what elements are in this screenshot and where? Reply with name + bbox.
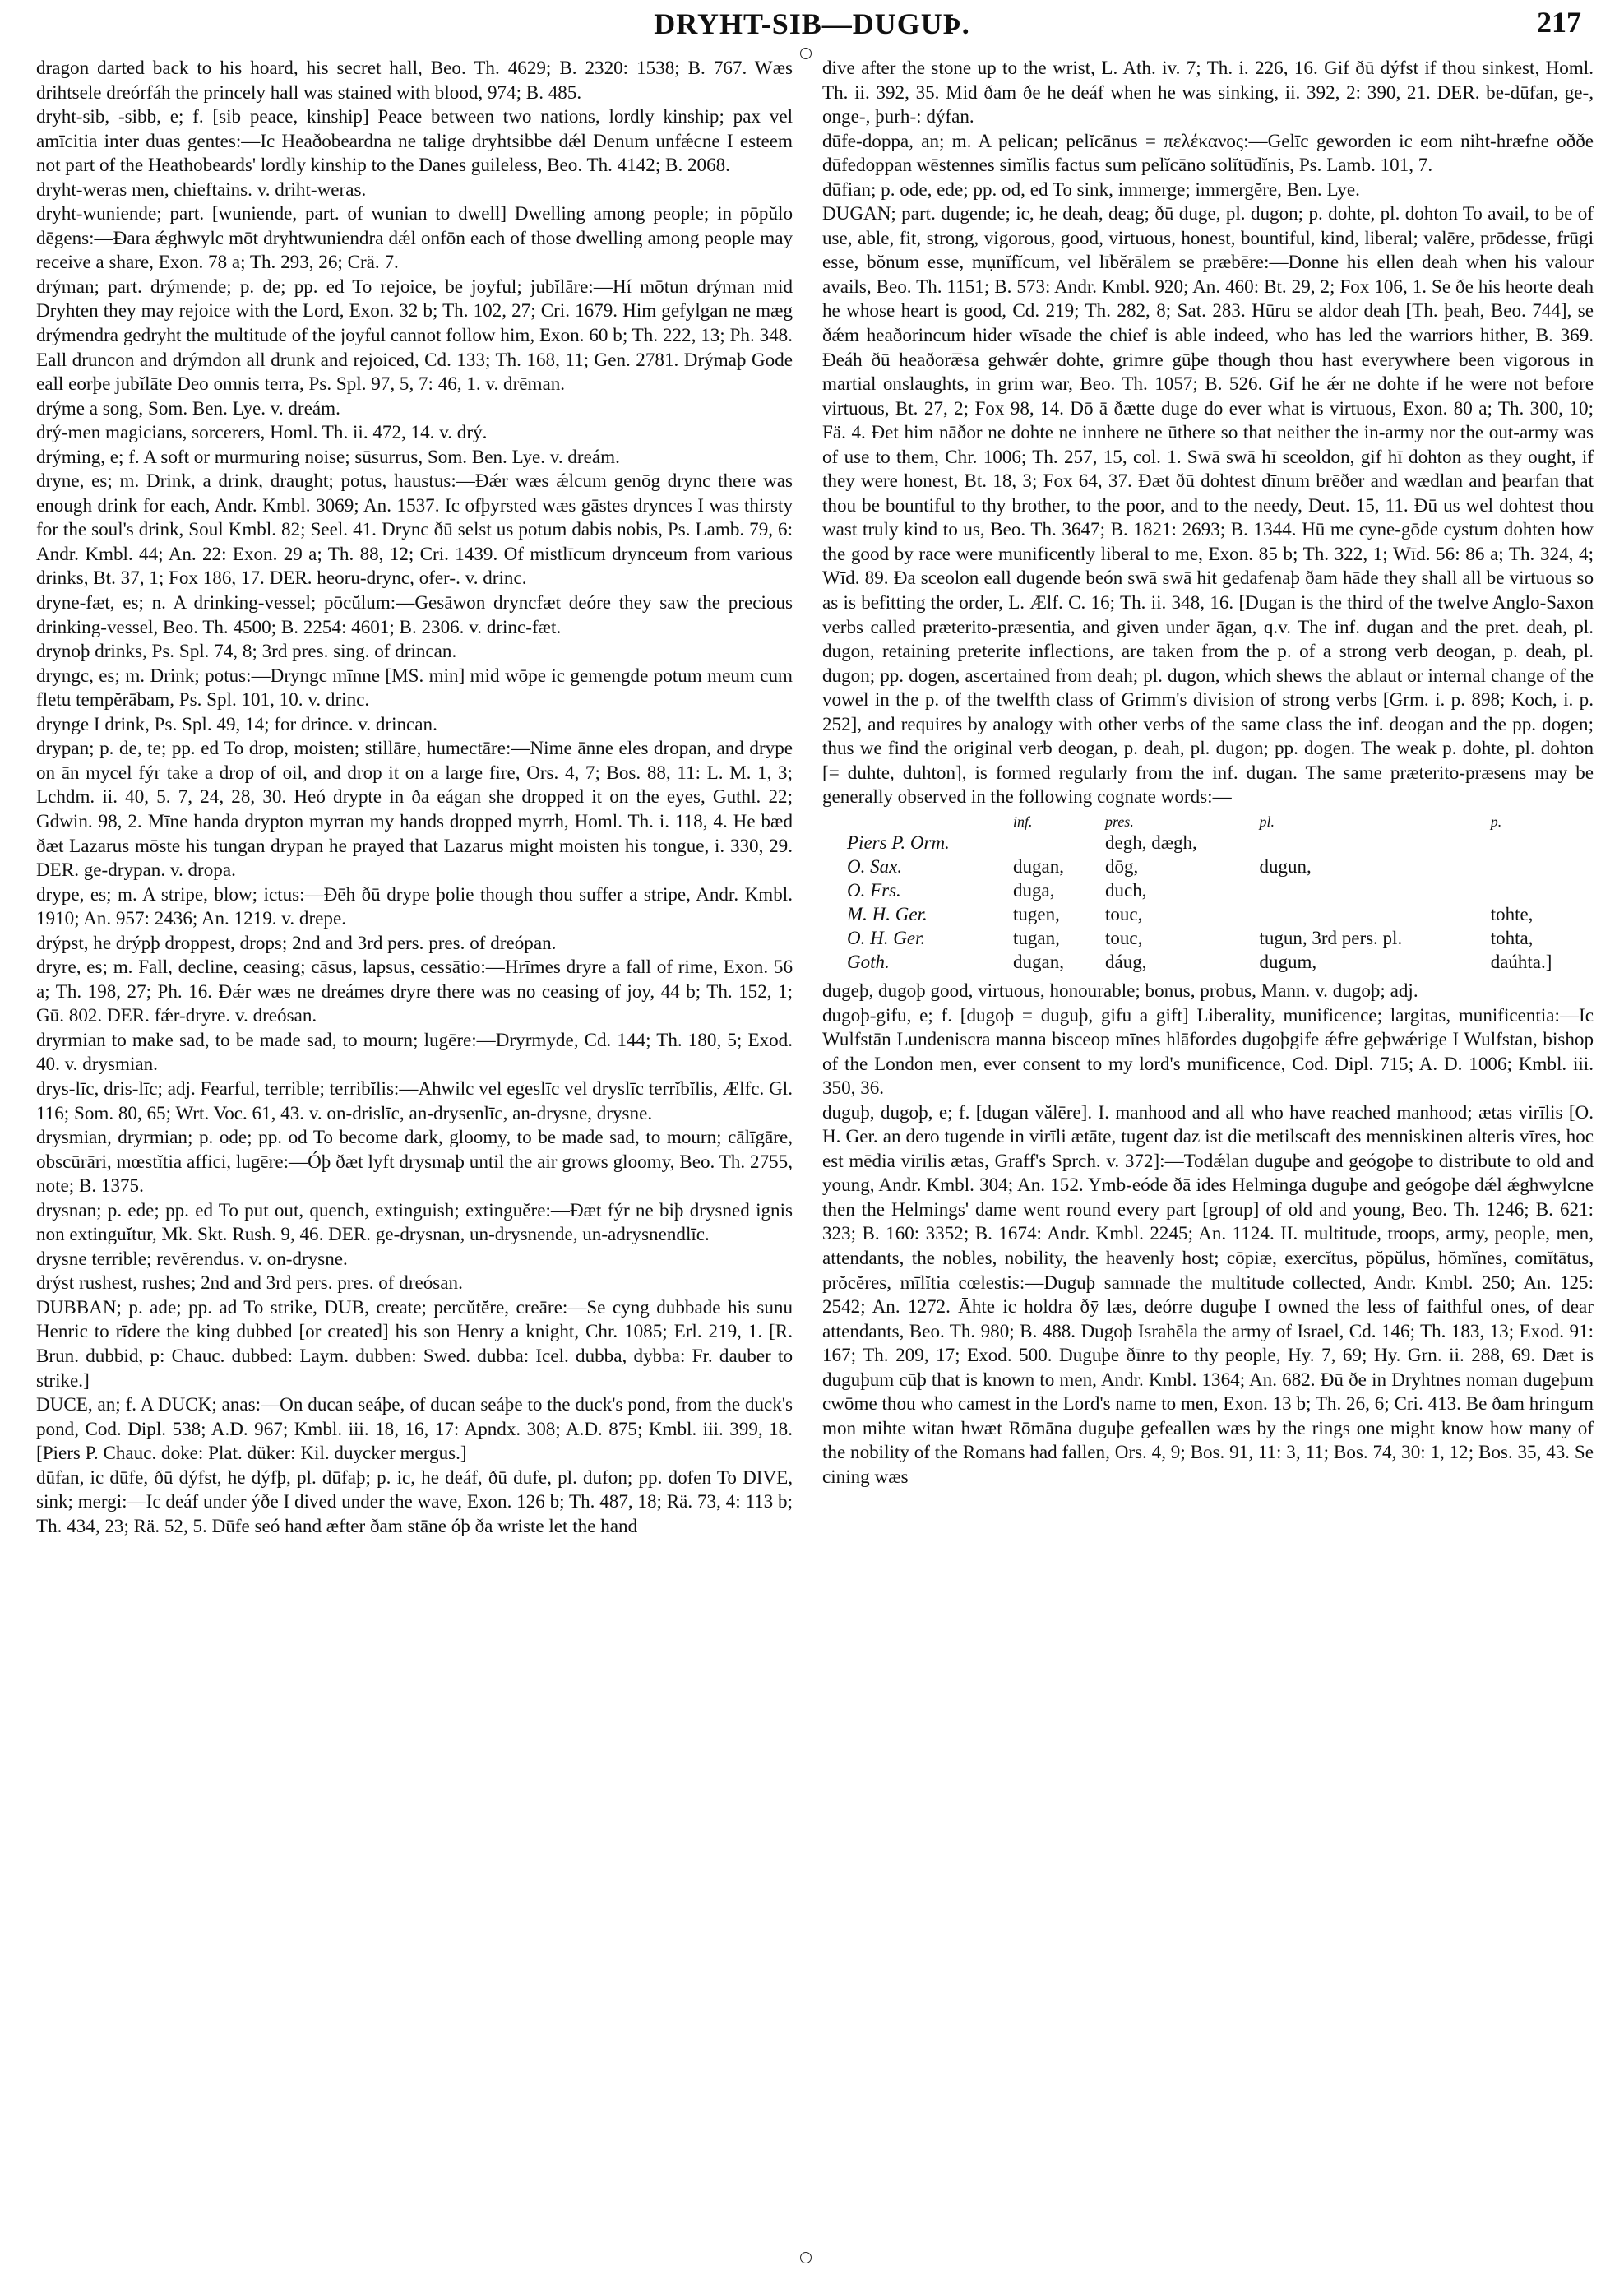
table-cell: tohta, <box>1490 927 1534 948</box>
left-column <box>36 56 793 2252</box>
dictionary-entry: drýman; part. drýmende; p. de; pp. ed To rejoice, be joyful; jubĭlāre:—Hí mōtun drýman mid Dryhten they may rejoice with the Lord, Exon. 32 b; Th. 102, 27; Cri. 1679. Him gefylgan ne mæg drýmendra gedryht the multitude of the joyful cannot follow him, Exon. 60 b; Th. 222, 13; Ph. 348. Eall druncon and drýmdon all drunk and rejoiced, Cd. 133; Th. 168, 11; Gen. 2781. Drýmaþ Gode eall eorþe jubĭlāte Deo omnis terra, Ps. Spl. 97, 5, 7: 46, 1. v. drēman. <box>36 275 793 395</box>
right-column <box>822 56 1594 2252</box>
table-cell: degh, dægh, <box>1104 832 1197 853</box>
table-cell: tugen, <box>1013 903 1060 924</box>
table-cell: O. H. Ger. <box>847 927 926 948</box>
table-cell: tugan, <box>1013 927 1060 948</box>
table-header-cell: pres. <box>1104 813 1134 830</box>
dictionary-entry: drýpst, he drýpþ droppest, drops; 2nd and 3rd pers. pres. of dreópan. <box>36 931 557 953</box>
table-cell: dáug, <box>1104 951 1147 972</box>
dictionary-entry: drý-men magicians, sorcerers, Homl. Th. ii. 472, 14. v. drý. <box>36 421 488 443</box>
table-row <box>822 926 1594 950</box>
dictionary-entry: dryne, es; m. Drink, a drink, draught; potus, haustus:—Ðǽr wæs ǽlcum genōg drync there was enough drink for each, Andr. Kmbl. 3069; An. 1537. Ic ofþyrsted wæs gāstes drynces I was thirsty for the soul's drink, Soul Kmbl. 82; Seel. 41. Drync ðū selst us potum dabis nobis, Ps. Lamb. 79, 6: Andr. Kmbl. 44; An. 22: Exon. 29 a; Th. 88, 12; Cri. 1439. Of mistlīcum drynceum from various drinks, Bt. 37, 1; Fox 186, 17. DER. heoru-drync, ofer-. v. drinc. <box>36 470 793 589</box>
dictionary-entry: drys-līc, dris-līc; adj. Fearful, terrible; terribĭlis:—Ahwilc vel egeslīc vel dryslīc terrĭbĭlis, Ælfc. Gl. 116; Som. 80, 65; Wrt. Voc. 61, 43. v. on-drislīc, an-drysenlīc, an-drysne, drysne. <box>36 1077 793 1123</box>
dictionary-entry: dryne-fæt, es; n. A drinking-vessel; pōcŭlum:—Gesāwon dryncfæt deóre they saw the precious drinking-vessel, Beo. Th. 4500; B. 2254: 4601; B. 2306. v. drinc-fæt. <box>36 591 793 637</box>
dictionary-entry: drýming, e; f. A soft or murmuring noise; sūsurrus, Som. Ben. Lye. v. dreám. <box>36 445 620 467</box>
table-row <box>822 950 1594 974</box>
dictionary-entry: dūfian; p. ode, ede; pp. od, ed To sink, immerge; immergĕre, Ben. Lye. <box>822 178 1360 200</box>
table-cell: touc, <box>1104 927 1143 948</box>
dictionary-entry: drypan; p. de, te; pp. ed To drop, moisten; stillāre, humectāre:—Nime ānne eles dropan, and drype on ān mycel fýr take a drop of oil, and drop it on a large fire, Ors. 4, 7; Bos. 88, 11: L. M. 1, 3; Lchdm. ii. 40, 5. 7, 24, 28, 30. Heó drypte in ða eágan she dropped it on the eyes, Guthl. 22; Gdwin. 98, 2. Mīne handa drypton myrran my hands dropped myrrh, Homl. Th. i. 118, 4. He bæd ðæt Lazarus mōste his tungan drypan he prayed that Lazarus might moisten his tongue, i. 330, 29. DER. ge-drypan. v. dropa. <box>36 737 793 881</box>
dictionary-entry: DUBBAN; p. ade; pp. ad To strike, DUB, create; percŭtĕre, creāre:—Se cyng dubbade his sunu Henric to rīdere the king dubbed [or created] his son Henry a knight, Chr. 1085; Erl. 219, 1. [R. Brun. dubbid, p: Chauc. dubbed: Laym. dubben: Swed. dubba: Icel. dubba, dybba: Fr. dauber to strike.] <box>36 1295 793 1391</box>
divider-ornament-top <box>800 48 812 59</box>
table-cell: dugan, <box>1013 951 1064 972</box>
dictionary-entry: drýst rushest, rushes; 2nd and 3rd pers. pres. of dreósan. <box>36 1272 463 1294</box>
dictionary-entry: duguþ, dugoþ, e; f. [dugan vălēre]. I. manhood and all who have reached manhood; ætas virīlis [O. H. Ger. an dero tugende in virīli ætāte, tugent daz ist die metilscaft des menniskinen alteris vīres, hoc est mēdia virīlis ætas, Graff's Sprch. v. 372]:—Todǽlan duguþe and geógoþe to distribute to old and young, Andr. Kmbl. 304; An. 152. Ymb-eóde ðā ides Helminga duguþe and geógoþe dǽl ǽghwylcne then the Helmings' dame went round every part [group] of old and young, Beo. Th. 1246; B. 621: 323; B. 160: 3352; B. 1674: Andr. Kmbl. 2245; An. 1124. II. multitude, troops, army, people, men, attendants, the nobles, nobility, the heavenly host; cōpiæ, exercĭtus, pŏpŭlus, hŏmĭnes, comĭtātus, prŏcĕres, mīlĭtia cœlestis:—Duguþ samnade the multitude collected, Andr. Kmbl. 250; An. 125: 2542; An. 1272. Āhte ic holdra ðȳ læs, deórre duguþe I owned the less of faithful ones, of dear attendants, Beo. Th. 980; B. 488. Dugoþ Israhēla the army of Israel, Cd. 146; Th. 183, 13; Exod. 91: 167; Th. 209, 17; Exod. 500. Duguþe ðīnre to thy people, Hy. 7, 69; Hy. Grn. ii. 288, 69. Ðæt is duguþum cūþ that is known to men, Andr. Kmbl. 1364; An. 682. Ðū ðe in Dryhtnes noman dugeþum cwōme thou who camest in the Lord's name to men, Exon. 13 b; Th. 26, 6; Cri. 413. Be ðam hringum mon mihte witan hwæt Rōmāna duguþe gefeallen wæs by the rings one might know how many of the nobility of the Romans had fallen, Ors. 4, 9; Bos. 91, 11: 3, 11; Bos. 74, 30: 1, 12; Bos. 35, 43. Se cining wæs <box>822 1100 1594 1487</box>
dictionary-entry: drysmian, dryrmian; p. ode; pp. od To become dark, gloomy, to be made sad, to mourn; cālīgāre, obscūrāri, mœstĭtia affici, lugēre:—Óþ ðæt lyft drysmaþ until the air grows gloomy, Beo. Th. 2755, note; B. 1375. <box>36 1126 793 1197</box>
table-cell: Piers P. Orm. <box>847 832 950 853</box>
table-cell: dugan, <box>1013 855 1064 877</box>
table-cell <box>1486 855 1594 878</box>
table-header-cell: inf. <box>1013 813 1033 830</box>
table-cell: M. H. Ger. <box>847 903 928 924</box>
table-row <box>822 902 1594 926</box>
dictionary-entry: dugeþ, dugoþ good, virtuous, honourable; bonus, probus, Mann. v. dugoþ; adj. <box>822 979 1418 1001</box>
table-cell: touc, <box>1104 903 1143 924</box>
table-cell: tugun, 3rd pers. pl. <box>1259 927 1403 948</box>
table-cell <box>1254 878 1485 902</box>
dictionary-entry: dryht-wuniende; part. [wuniende, part. of wunian to dwell] Dwelling among people; in pōpŭlo dēgens:—Ðara ǽghwylc mōt dryhtwuniendra dǽl onfōn each of those dwelling among people may receive a share, Exon. 78 a; Th. 293, 26; Crä. 7. <box>36 202 793 273</box>
dictionary-entry: dūfan, ic dūfe, ðū dýfst, he dýfþ, pl. dūfaþ; p. ic, he deáf, ðū dufe, pl. dufon; pp. dofen To DIVE, sink; mergi:—Ic deáf under ýðe I dived under the wave, Exon. 126 b; Th. 487, 18; Rä. 73, 4: 113 b; Th. 434, 23; Rä. 52, 5. Dūfe seó hand æfter ðam stāne óþ ða wriste let the hand <box>36 1466 793 1536</box>
dictionary-entry: drype, es; m. A stripe, blow; ictus:—Ðēh ðū drype þolie though thou suffer a stripe, Andr. Kmbl. 1910; An. 957: 2436; An. 1219. v. drepe. <box>36 883 793 929</box>
table-cell: dugum, <box>1259 951 1317 972</box>
dictionary-entry: drynoþ drinks, Ps. Spl. 74, 8; 3rd pres. sing. of drincan. <box>36 640 457 662</box>
dictionary-entry: DUCE, an; f. A DUCK; anas:—On ducan seáþe, of ducan seáþe to the duck's pond, from the duck's pond, Cod. Dipl. 538; A.D. 967; Kmbl. iii. 18, 16, 17: Apndx. 308; A.D. 875; Kmbl. iii. 399, 18. [Piers P. Chauc. doke: Plat. düker: Kil. duycker mergus.] <box>36 1393 793 1464</box>
page-header <box>0 0 1624 51</box>
table-row <box>822 831 1594 855</box>
table-row <box>822 855 1594 878</box>
dictionary-entry: dragon darted back to his hoard, his secret hall, Beo. Th. 4629; B. 2320: 1538; B. 767. Wæs drihtsele dreórfáh the princely hall was stained with blood, 974; B. 485. <box>36 57 793 103</box>
table-cell <box>1254 902 1485 926</box>
table-cell: duch, <box>1104 879 1147 901</box>
table-cell <box>1254 831 1485 855</box>
table-header-cell: p. <box>1490 813 1502 830</box>
dictionary-entry: dugoþ-gifu, e; f. [dugoþ = duguþ, gifu a gift] Liberality, munificence; largitas, munificentia:—Ic Wulfstān Lundeniscra manna bisceop mīnes hlāfordes dugoþgife ǽfre geþwǽrige I Wulfstan, bishop of the London men, ever consent to my lord's munificence, Cod. Dipl. 715; A. D. 1006; Kmbl. iii. 350, 36. <box>822 1003 1594 1099</box>
dictionary-entry: dive after the stone up to the wrist, L. Ath. iv. 7; Th. i. 226, 16. Gif ðū dýfst if thou sinkest, Homl. Th. ii. 392, 35. Mid ðam ðe he deáf when he was sinking, ii. 392, 2: 390, 21. DER. be-dūfan, ge-, onge-, þurh-: dýfan. <box>822 57 1594 127</box>
divider-ornament-bottom <box>800 2252 812 2263</box>
dictionary-entry: drysne terrible; revĕrendus. v. on-drysne. <box>36 1247 348 1269</box>
dictionary-entry: dryht-sib, -sibb, e; f. [sib peace, kinship] Peace between two nations, lordly kinship; pax vel amīcitia inter duas gentes:—Ic Heaðobeardna ne talige dryhtsibbe dǽl Denum unfǽcne I esteem not part of the Heathobeards' lordly kinship to the Danes guileless, Beo. Th. 4142; B. 2068. <box>36 105 793 176</box>
table-cell <box>1486 831 1594 855</box>
table-cell: dugun, <box>1259 855 1312 877</box>
dictionary-entry: dūfe-doppa, an; m. A pelican; pelĭcānus = πελέκανος:—Gelīc geworden ic eom niht-hræfne oððe dūfedoppan wēstennes simĭlis factus sum pelĭcāno solĭtūdĭnis, Ps. Lamb. 101, 7. <box>822 129 1594 176</box>
dictionary-entry: drýme a song, Som. Ben. Lye. v. dreám. <box>36 396 340 419</box>
page-title: DRYHT-SIB—DUGUÞ. <box>654 7 970 40</box>
dictionary-entry: dryht-weras men, chieftains. v. driht-weras. <box>36 178 367 200</box>
table-cell <box>1486 878 1594 902</box>
dictionary-entry: dryrmian to make sad, to be made sad, to mourn; lugēre:—Dryrmyde, Cd. 144; Th. 180, 5; Exod. 40. v. drysmian. <box>36 1028 793 1075</box>
table-cell <box>1008 831 1100 855</box>
table-row <box>822 878 1594 902</box>
cognate-table <box>822 813 1594 974</box>
dictionary-entry: dryngc, es; m. Drink; potus:—Dryngc mīnne [MS. min] mid wōpe ic gemengde potum meum cum fletu tempĕrābam, Ps. Spl. 101, 10. v. drinc. <box>36 664 793 711</box>
dictionary-entry: drysnan; p. ede; pp. ed To put out, quench, extinguish; extinguĕre:—Ðæt fýr ne biþ drysned ignis non extinguĭtur, Mk. Skt. Rush. 9, 46. DER. ge-drysnan, un-drysnende, un-adrysnendlīc. <box>36 1198 793 1245</box>
table-cell: daúhta.] <box>1490 951 1552 972</box>
cognate-table-header <box>822 813 1594 831</box>
page-number: 217 <box>1537 6 1581 39</box>
table-cell: O. Frs. <box>847 879 901 901</box>
dictionary-entry: dryre, es; m. Fall, decline, ceasing; cāsus, lapsus, cessātio:—Hrīmes dryre a fall of rime, Exon. 56 a; Th. 198, 27; Ph. 16. Ðǽr wæs ne dreámes dryre there was no ceasing of joy, 44 b; Th. 152, 1; Gū. 802. DER. fǽr-dryre. v. dreósan. <box>36 956 793 1026</box>
table-header-cell: pl. <box>1259 813 1275 830</box>
dictionary-entry: drynge I drink, Ps. Spl. 49, 14; for drince. v. drincan. <box>36 712 437 734</box>
table-cell: O. Sax. <box>847 855 903 877</box>
table-cell: Goth. <box>847 951 890 972</box>
dictionary-entry: DUGAN; part. dugende; ic, he deah, deag; ðū duge, pl. dugon; p. dohte, pl. dohton To avail, to be of use, able, fit, strong, vigorous, good, virtuous, honest, bountiful, kind, liberal; valēre, prōdesse, frūgi esse, bŏnum esse, mụnĭfĭcum, vel lībĕrālem se præbēre:—Ðonne his ellen deah when his valour avails, Beo. Th. 1151; B. 573: Andr. Kmbl. 920; An. 460: Bt. 29, 2; Fox 106, 1. Se ðe his heorte deah he whose heart is good, Cd. 219; Th. 282, 8; Sat. 283. Hūru se aldor deah [Th. þeah, Beo. 744], se ðǽm heaðorincum hider wīsade the chief is able indeed, who has led the warriors hither, B. 369. Ðeáh ðū heaðoræ̅sa gehwǽr dohte, grimre gūþe though thou hast everywhere been vigorous in martial onslaughts, in grim war, Beo. Th. 1057; B. 526. Gif he ǽr ne dohte if he were not before virtuous, Bt. 27, 2; Fox 98, 14. Dō ā ðætte duge do ever what is virtuous, Exon. 80 a; Th. 300, 10; Fä. 4. Ðet him nāðor ne dohte ne innhere ne ūthere so that neither the in-army nor the out-army was of use to them, Chr. 1006; Th. 257, 15, col. 1. Swā swā hī sceoldon, gif hī dohton as they ought, if they were honest, Bt. 18, 3; Fox 64, 37. Ðæt ðū dohtest dīnum brēðer and wædlan and þearfan that thou be bountiful to thy brother, to the poor, and to the needy, Deut. 15, 11. Ðū us wel dohtest thou wast truly kind to us, Beo. Th. 3647; B. 1821: 2693; B. 1344. Hū me cyne-gōde cystum dohten how the good by race were munificently liberal to me, Exon. 85 b; Th. 322, 1; Wīd. 56: 86 a; Th. 324, 4; Wīd. 89. Ða sceolon eall dugende beón swā swā hit gedafenaþ ðam hāde they shall all be virtuous so as is befitting the order, L. Ælf. C. 16; Th. ii. 348, 16. [Dugan is the third of the twelve Anglo-Saxon verbs called præterito-præsentia, and given under āgan, q.v. The inf. dugan and the pret. deah, pl. dugon, retaining preterite inflections, are taken from the p. of a strong verb deogan, p. deah, pl. dugon; pp. dogen, ascertained from deah; pl. dugon, which shews the ablaut or internal change of the vowel in the p. of the twelfth class of Grimm's division of strong verbs [Grm. i. p. 898; Koch, i. p. 252], and requires by analogy with other verbs of the same class the inf. deogan and the pp. dogen; thus we find the original verb deogan, p. deah, pl. dugon; pp. dogen. The weak p. dohte, pl. dohton [= duhte, duhton], is formed regularly from the inf. dugan. The same præterito-præsens may be generally observed in the following cognate words:— <box>822 202 1594 808</box>
table-cell: tohte, <box>1490 903 1534 924</box>
table-cell: dōg, <box>1104 855 1139 877</box>
table-cell: duga, <box>1013 879 1055 901</box>
table-header-cell <box>822 813 1008 831</box>
